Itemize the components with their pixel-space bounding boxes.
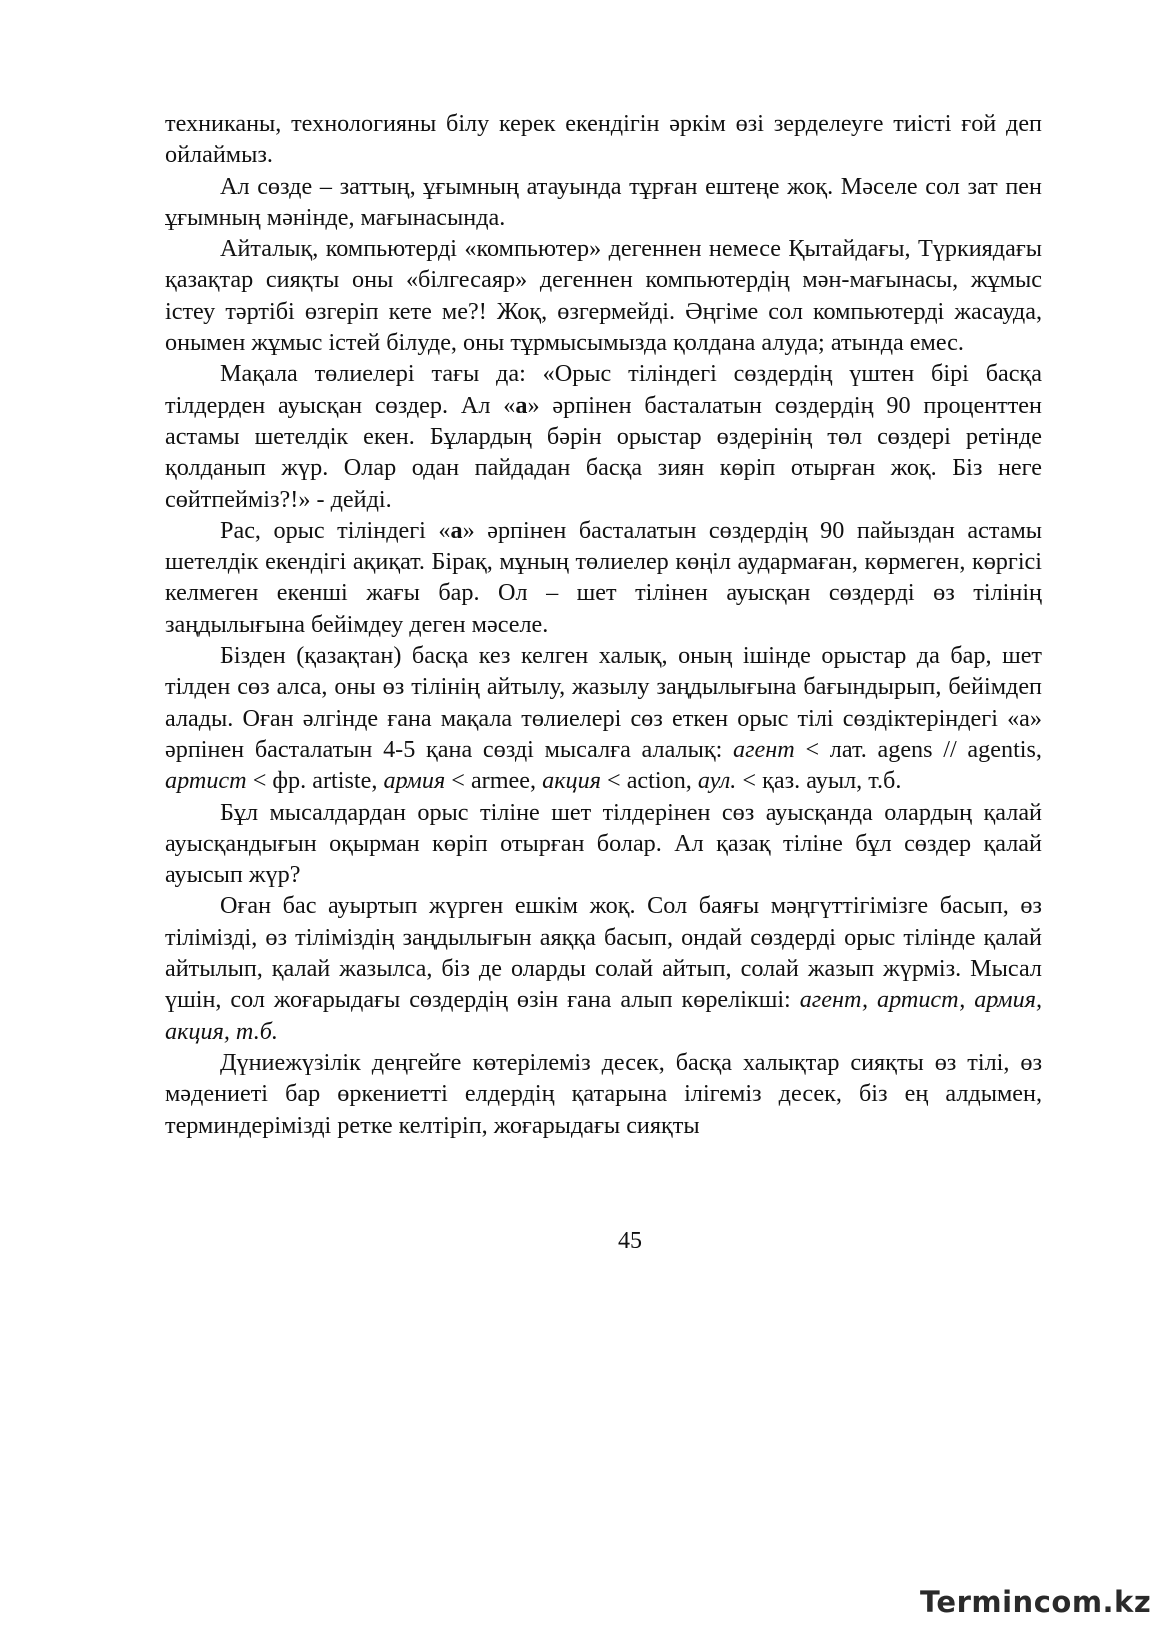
text-run: Дүниежүзілік деңгейге көтерілеміз десек, басқа халықтар сияқты өз тілі, өз мәдениеті бар өркениетті елдердің қатарына ілігеміз десек, біз ең алдымен, терминдерімізді ретке келтіріп, жоғарыдағы сияқты [165,1048,1042,1139]
paragraph [165,640,1042,796]
text-run: Рас, орыс тіліндегі « [220,516,451,544]
italic-text: акция [542,767,601,795]
italic-text: аул. [697,767,737,795]
watermark-logo [920,1583,1152,1623]
italic-text: армия [383,767,446,795]
page-number: 45 [618,1228,642,1254]
text-run: Ал сөзде – заттың, ұғымның атауында тұрған ештеңе жоқ. Мәселе сол зат пен ұғымның мәнінде, мағынасында. [165,172,1042,231]
italic-text: агент, артист, армия, акция, т.б. [165,986,1042,1045]
page-body [165,108,1042,1141]
text-run: < қаз. ауыл, т.б. [736,767,902,795]
bold-text: а [515,391,528,419]
paragraph [165,108,1042,171]
paragraph [165,171,1042,234]
paragraph [165,797,1042,891]
watermark-text: Termincom.kz [920,1585,1152,1619]
italic-text: артист [165,767,247,795]
text-run: Бізден (қазақтан) басқа кез келген халық, оның ішінде орыстар да бар, шет тілден сөз алса, оны өз тілінің айтылу, жазылу заңдылығына бағындырып, бейімдеп алады. Оған әлгінде ғана мақала төлиелері сөз еткен орыс тілі сөздіктеріндегі «а» әрпінен басталатын 4-5 қана сөзді мысалға алалық: [165,642,1042,763]
bold-text: а [450,516,463,544]
paragraph [165,358,1042,514]
italic-text: агент [733,735,795,763]
text-run: < фр. artiste, [246,767,384,795]
text-run: техниканы, технологияны білу керек екендігін әркім өзі зерделеуге тиісті ғой деп ойлаймыз. [165,110,1042,169]
text-run: Айталық, компьютерді «компьютер» дегеннен немесе Қытайдағы, Түркиядағы қазақтар сияқты оны «білгесаяр» дегеннен компьютердің мән-мағынасы, жұмыс істеу тәртібі өзгеріп кете ме?! Жоқ, өзгермейді. Әңгіме сол компьютерді жасауда, онымен жұмыс істей білуде, оны тұрмысымызда қолдана алуда; атында емес. [165,235,1042,357]
paragraph [165,890,1042,1046]
text-run: < лат. agens // agentis, [794,735,1042,763]
text-run: Мақала төлиелері тағы да: «Орыс тіліндегі сөздердің үштен бірі басқа тілдерден ауысқан сөздер. Ал « [165,360,1042,419]
text-run: < action, [600,767,698,795]
text-run: < armee, [445,767,543,795]
text-run: » әрпінен басталатын сөздердің 90 проценттен астамы шетелдік екен. Бұлардың бәрін орыстар өздерінің төл сөздері ретінде қолданып жүр. Олар одан пайдадан басқа зиян көріп отырған жоқ. Біз неге сөйтпейміз?!» - дейді. [165,391,1042,513]
text-run: Бұл мысалдардан орыс тіліне шет тілдерінен сөз ауысқанда олардың қалай ауысқандығын оқырман көріп отырған болар. Ал қазақ тіліне бұл сөздер қалай ауысып жүр? [165,798,1042,889]
text-run: » әрпінен басталатын сөздердің 90 пайыздан астамы шетелдік екендігі ақиқат. Бірақ, мұның төлиелер көңіл аудармаған, көрмеген, көргісі келмеген екенші жағы бар. Ол – шет тілінен ауысқан сөздерді өз тілінің заңдылығына бейімдеу деген мәселе. [165,516,1042,638]
text-run: Оған бас ауыртып жүрген ешкім жоқ. Сол баяғы мәңгүттігімізге басып, өз тілімізді, өз тіліміздің заңдылығын аяққа басып, ондай сөздерді орыс тілінде қалай айтылып, қалай жазылса, біз де оларды солай айтып, солай жазып жүрміз. Мысал үшін, сол жоғарыдағы сөздердің өзін ғана алып көрелікші: [165,892,1042,1014]
paragraph [165,1047,1042,1141]
paragraph [165,233,1042,358]
paragraph [165,515,1042,640]
